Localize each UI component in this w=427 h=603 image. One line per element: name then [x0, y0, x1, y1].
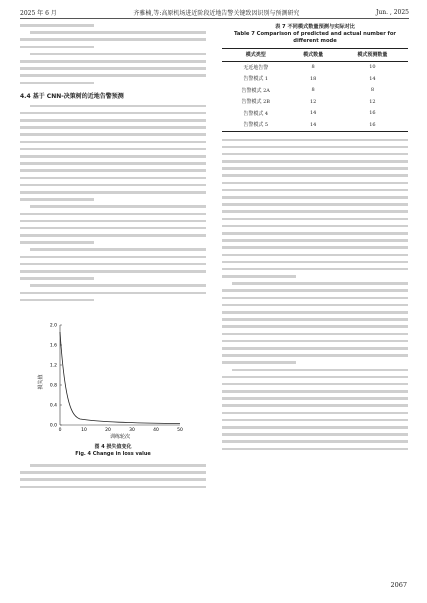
table-row — [222, 73, 408, 85]
table-cell: 8 — [370, 87, 375, 94]
comparison-table — [222, 48, 408, 132]
table-cell: 无近地告警 — [243, 64, 269, 71]
y-tick-label: 0.4 — [49, 403, 57, 409]
x-tick-label: 10 — [81, 427, 87, 433]
table-cell: 18 — [309, 75, 317, 82]
table-cell: 10 — [369, 64, 376, 71]
table-row — [222, 85, 408, 97]
table-7 — [222, 24, 408, 132]
page-number: 2067 — [390, 581, 407, 589]
header-cell: 模式数量 — [303, 52, 324, 59]
left-column — [20, 24, 206, 493]
y-tick-label: 1.2 — [49, 363, 57, 369]
y-tick-label: 2.0 — [49, 323, 57, 329]
header-date: 2025 年 6 月 — [20, 9, 57, 17]
table-cell: 14 — [369, 75, 376, 82]
x-axis-label: 训练轮次 — [109, 433, 131, 440]
table-cell: 告警模式 2A — [241, 87, 270, 94]
figure-loss-chart — [20, 310, 206, 458]
running-header — [20, 6, 409, 19]
figure-caption-zh: 图 4 损失值变化 — [94, 443, 132, 450]
body-text-block-4 — [222, 139, 408, 455]
table-cell: 14 — [309, 121, 317, 128]
header-cell: 模式预测数量 — [357, 52, 388, 59]
table-cell: 14 — [309, 110, 317, 117]
table-cell: 12 — [369, 98, 376, 105]
table-row — [222, 61, 408, 73]
body-text-block-1 — [20, 24, 206, 89]
table-cell: 告警模式 1 — [243, 76, 269, 83]
body-text-block-3 — [20, 464, 206, 493]
y-tick-label: 0.8 — [49, 383, 57, 389]
figure-caption-en: Fig. 4 Change in loss value — [75, 450, 151, 457]
table-cell: 12 — [309, 98, 317, 105]
y-tick-label: 0.0 — [49, 423, 57, 429]
header-issue: Jun. , 2025 — [375, 8, 409, 16]
table-cell: 8 — [311, 64, 315, 71]
table-row — [222, 119, 408, 131]
table-title-en: Table 7 Comparison of predicted and actual number for different mode — [234, 31, 396, 44]
table-cell: 16 — [369, 121, 376, 128]
table-header-row — [222, 49, 408, 62]
loss-chart-svg — [20, 310, 206, 440]
x-tick-label: 20 — [105, 427, 111, 433]
section-heading: 4.4 基于 CNN-决策树的近地告警预测 — [20, 92, 124, 100]
header-title: 齐雅楠,等:高原机场进近阶段近地告警关键致因识别与预测研究 — [133, 9, 300, 17]
table-cell: 告警模式 2B — [241, 99, 270, 106]
x-tick-label: 40 — [153, 427, 159, 433]
x-tick-label: 50 — [177, 427, 183, 433]
right-column — [222, 24, 408, 455]
x-tick-label: 0 — [58, 427, 62, 433]
table-cell: 告警模式 5 — [243, 122, 269, 129]
y-axis-label: 损失值 — [38, 374, 44, 390]
table-cell: 16 — [369, 110, 376, 117]
y-tick-label: 1.6 — [49, 343, 57, 349]
header-cell: 模式类型 — [245, 52, 266, 59]
x-tick-label: 30 — [129, 427, 135, 433]
table-row — [222, 108, 408, 120]
table-cell: 8 — [311, 87, 315, 94]
table-title-zh: 表 7 不同模式数量预测与实际对比 — [275, 24, 355, 30]
loss-curve — [60, 332, 180, 424]
body-text-block-2 — [20, 105, 206, 306]
table-row — [222, 96, 408, 108]
table-cell: 告警模式 4 — [243, 110, 269, 117]
